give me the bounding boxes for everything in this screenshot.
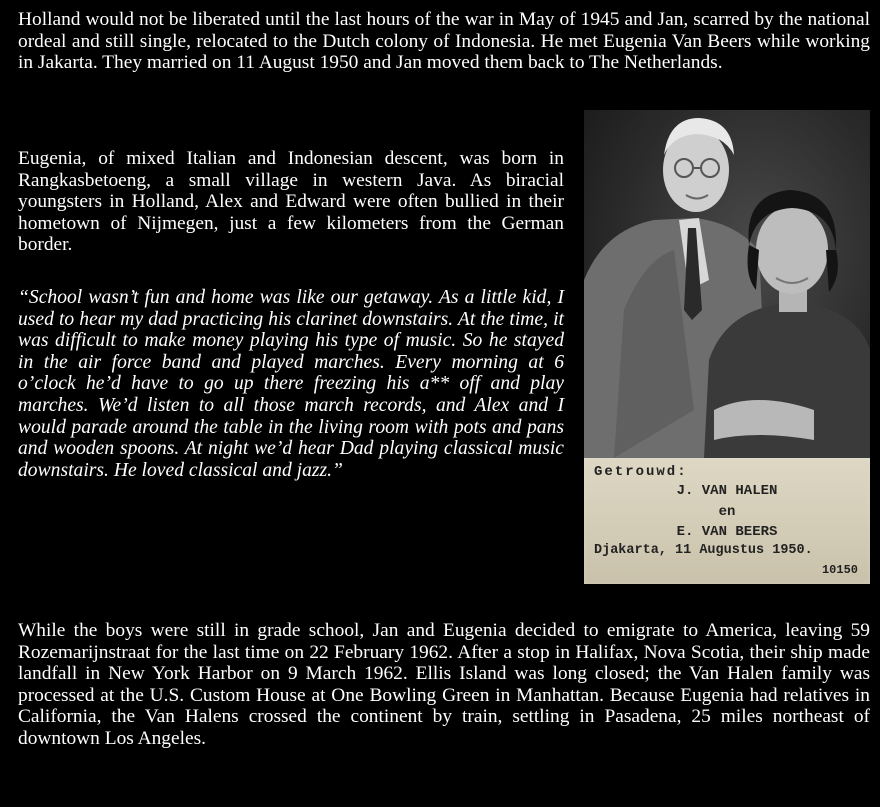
paragraph-emigration: While the boys were still in grade school, Jan and Eugenia decided to emigrate to America, leaving 59 Rozemarijnstraat for the last time on 22 February 1962. After a stop in Halifax, Nova Scotia, their ship made landfall in New York Harbor on 9 March 1962. Ellis Island was long closed; the Van Halen family was processed at the U.S. Custom House at One Bowling Green in Manhattan. Because Eugenia had relatives in California, the Van Halens crossed the continent by train, settling in Pasadena, 25 miles northeast of downtown Los Angeles. bbox=[18, 620, 870, 749]
wedding-photo bbox=[584, 110, 870, 458]
paragraph-intro: Holland would not be liberated until the last hours of the war in May of 1945 and Jan, scarred by the national ordeal and still single, relocated to the Dutch colony of Indonesia. He met Eugenia Van Beers while working in Jakarta. They married on 11 August 1950 and Jan moved them back to The Netherlands. bbox=[18, 9, 870, 74]
paragraph-eugenia: Eugenia, of mixed Italian and Indonesian descent, was born in Rangkasbetoeng, a small village in western Java. As biracial youngsters in Holland, Alex and Edward were often bullied in their hometown of Nijmegen, just a few kilometers from the German border. bbox=[18, 148, 564, 256]
newspaper-clipping bbox=[584, 458, 870, 584]
clipping-bride-name: E. VAN BEERS bbox=[676, 524, 778, 540]
clipping-place-date: Djakarta, 11 Augustus 1950. bbox=[594, 543, 813, 558]
clipping-number: 10150 bbox=[821, 563, 858, 577]
clipping-conjunction: en bbox=[718, 504, 736, 520]
quote-paragraph: “School wasn’t fun and home was like our getaway. As a little kid, I used to hear my dad practicing his clarinet downstairs. At the time, it was difficult to make money playing his type of music. So he stayed in the air force band and played marches. Every morning at 6 o’clock he’d have to go up there freezing his a** off and play marches. We’d listen to all those march records, and Alex and I would parade around the table in the living room with pots and pans and wooden spoons. At night we’d hear Dad playing classical music downstairs. He loved classical and jazz.” bbox=[18, 287, 564, 481]
clipping-groom-name: J. VAN HALEN bbox=[676, 483, 778, 499]
clipping-heading: Getrouwd: bbox=[594, 464, 688, 480]
couple-photo-illustration bbox=[584, 110, 870, 458]
